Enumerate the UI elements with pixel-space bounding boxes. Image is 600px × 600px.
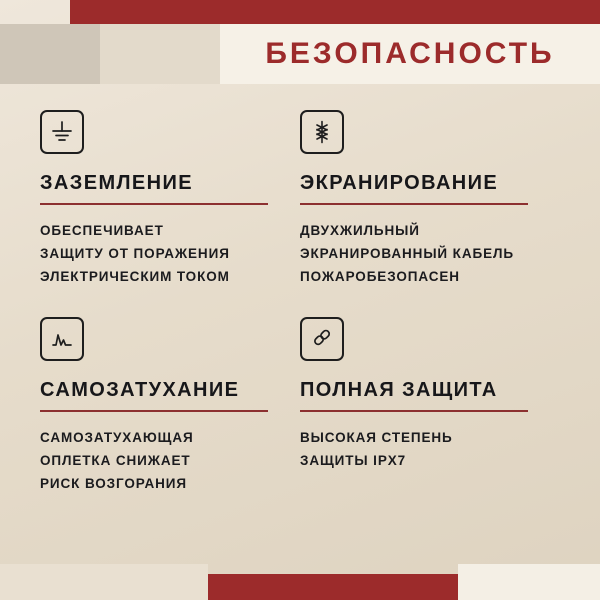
feature-card-shielding: [300, 110, 560, 289]
self-extinguishing-icon: [40, 317, 84, 361]
feature-title: САМОЗАТУХАНИЕ: [40, 378, 240, 401]
feature-title: ЗАЗЕМЛЕНИЕ: [40, 172, 194, 194]
feature-description-line: РИСК ВОЗГОРАНИЯ: [40, 476, 188, 492]
bottom-cream-right-block: [458, 564, 600, 600]
page-title: БЕЗОПАСНОСТЬ: [265, 37, 555, 70]
feature-description-line: ЭКРАНИРОВАННЫЙ КАБЕЛЬ: [300, 246, 514, 262]
bottom-red-block: [208, 574, 458, 600]
feature-description-line: ПОЖАРОБЕЗОПАСЕН: [300, 269, 460, 285]
full-protection-icon: [300, 317, 344, 361]
feature-description: [40, 219, 282, 289]
feature-description-line: ЗАЩИТУ ОТ ПОРАЖЕНИЯ: [40, 246, 230, 262]
feature-description: [300, 219, 542, 289]
bottom-cream-left-block: [0, 564, 208, 600]
feature-description-line: ЗАЩИТЫ IPX7: [300, 452, 407, 468]
grounding-icon: [40, 110, 84, 154]
feature-description: [300, 426, 542, 472]
band-cream-block: [100, 24, 220, 84]
feature-description-line: ОБЕСПЕЧИВАЕТ: [40, 223, 164, 238]
feature-card-full-protection: [300, 317, 560, 496]
feature-description-line: ВЫСОКАЯ СТЕПЕНЬ: [300, 429, 453, 445]
title-rule: [300, 410, 528, 412]
feature-grid: [0, 110, 600, 495]
title-rule: [40, 410, 268, 412]
feature-title: ПОЛНАЯ ЗАЩИТА: [300, 378, 498, 401]
band-red-main-block: [102, 0, 600, 24]
feature-description-line: ОПЛЕТКА СНИЖАЕТ: [40, 452, 191, 468]
title-rule: [40, 203, 268, 205]
shielding-icon: [300, 110, 344, 154]
title-rule: [300, 203, 528, 205]
title-plate: [220, 24, 600, 84]
feature-description-line: САМОЗАТУХАЮЩАЯ: [40, 429, 194, 445]
feature-description-line: ДВУХЖИЛЬНЫЙ: [300, 223, 420, 238]
feature-title: ЭКРАНИРОВАНИЕ: [300, 172, 499, 194]
feature-description: [40, 426, 282, 496]
feature-description-line: ЭЛЕКТРИЧЕСКИМ ТОКОМ: [40, 269, 230, 285]
band-grey-block: [0, 24, 100, 84]
band-red-left-block: [70, 0, 102, 24]
top-decorative-band: [0, 0, 600, 88]
feature-card-grounding: [40, 110, 300, 289]
bottom-decorative-band: [0, 564, 600, 600]
feature-card-self-extinguishing: [40, 317, 300, 496]
